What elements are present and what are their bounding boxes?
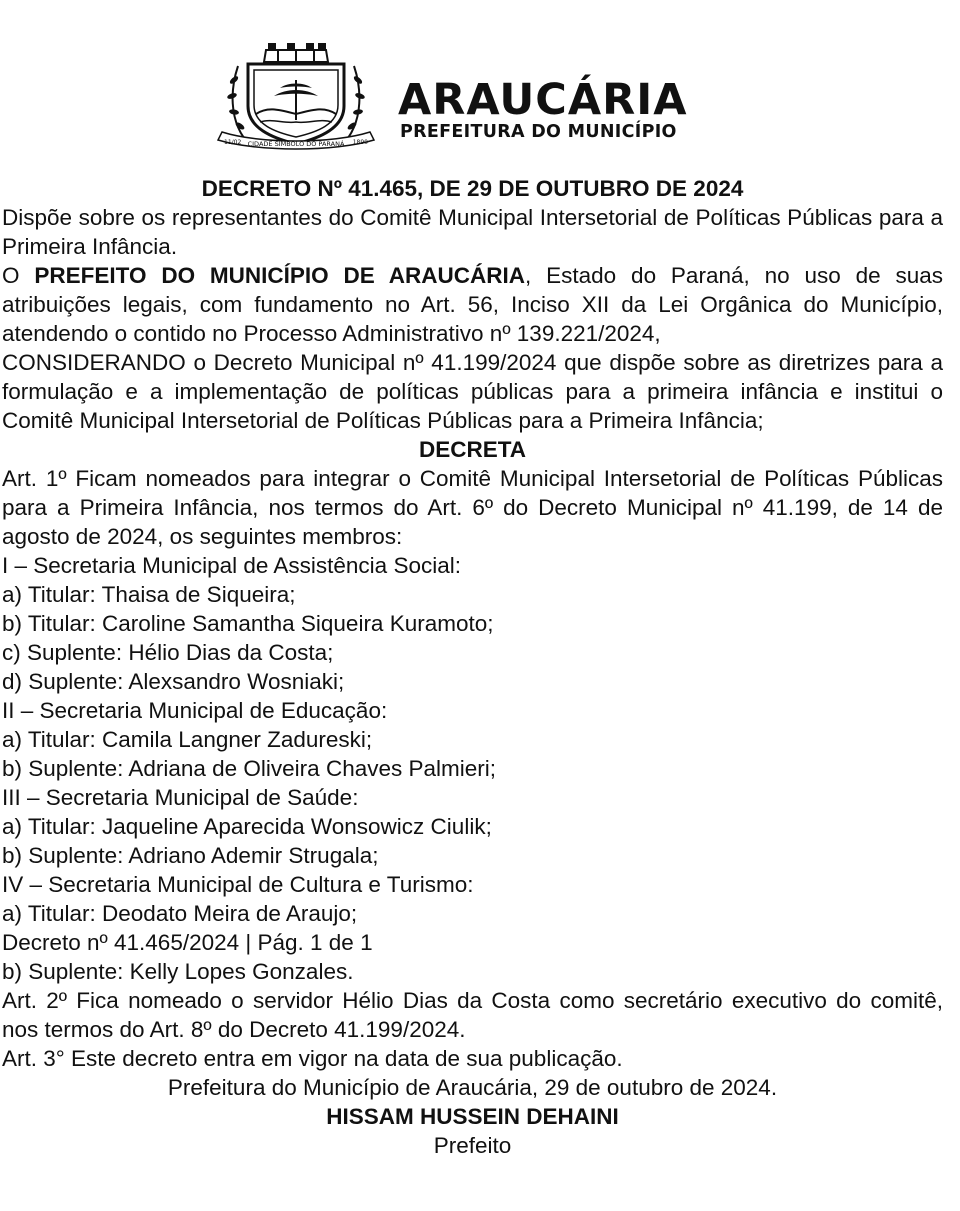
brand-subtitle: PREFEITURA DO MUNICÍPIO <box>400 122 677 142</box>
decree-preamble <box>2 261 943 348</box>
list-line: a) Titular: Thaisa de Siqueira; <box>2 582 296 607</box>
decree-title: DECRETO Nº 41.465, DE 29 DE OUTUBRO DE 2024 <box>201 176 744 201</box>
closing-place-date: Prefeitura do Município de Araucária, 29 de outubro de 2024. <box>167 1075 778 1100</box>
list-line: b) Suplente: Kelly Lopes Gonzales. <box>2 959 354 984</box>
signer-name: HISSAM HUSSEIN DEHAINI <box>326 1104 619 1129</box>
signer-role: Prefeito <box>433 1133 512 1158</box>
brand-name: ARAUCÁRIA <box>398 75 688 125</box>
seal-year-left: 11/02 <box>224 139 242 146</box>
preamble-authority: PREFEITO DO MUNICÍPIO DE ARAUCÁRIA <box>34 263 526 288</box>
list-line: a) Titular: Deodato Meira de Araujo; <box>2 901 358 926</box>
preamble-rest: , Estado do Paraná, no uso de suas atribuições legais, com fundamento no Art. 56, Inciso XII da Lei Orgânica do Município, atendendo o contido no Processo Administrativo nº 139.221/2024, <box>2 263 943 346</box>
page-footer-reference: Decreto nº 41.465/2024 | Pág. 1 de 1 <box>2 930 373 955</box>
list-line: II – Secretaria Municipal de Educação: <box>2 698 388 723</box>
list-line: b) Suplente: Adriana de Oliveira Chaves Palmieri; <box>2 756 497 781</box>
seal-year-right: 1890 <box>352 139 368 146</box>
decree-considerando: CONSIDERANDO o Decreto Municipal nº 41.199/2024 que dispõe sobre as diretrizes para a formulação e a implementação de políticas públicas para a primeira infância e institui o Comitê Municipal Intersetorial de Políticas Públicas para a Primeira Infância; <box>2 350 943 433</box>
decree-body <box>2 174 943 1160</box>
list-line: a) Titular: Camila Langner Zadureski; <box>2 727 373 752</box>
article-3: Art. 3° Este decreto entra em vigor na data de sua publicação. <box>2 1046 623 1071</box>
article-1: Art. 1º Ficam nomeados para integrar o Comitê Municipal Intersetorial de Políticas Públicas para a Primeira Infância, nos termos do Art. 6º do Decreto Municipal nº 41.199, de 14 de agosto de 2024, os seguintes membros: <box>2 466 943 549</box>
list-line: b) Titular: Caroline Samantha Siqueira Kuramoto; <box>2 611 494 636</box>
decree-ementa: Dispõe sobre os representantes do Comitê Municipal Intersetorial de Políticas Públicas para a Primeira Infância. <box>2 205 943 259</box>
list-line: d) Suplente: Alexsandro Wosniaki; <box>2 669 345 694</box>
municipal-coat-of-arms-icon <box>208 40 384 156</box>
article-2: Art. 2º Fica nomeado o servidor Hélio Dias da Costa como secretário executivo do comitê, nos termos do Art. 8º do Decreto 41.199/2024. <box>2 988 943 1042</box>
brand-block <box>398 75 688 142</box>
list-line: a) Titular: Jaqueline Aparecida Wonsowicz Ciulik; <box>2 814 492 839</box>
list-line: c) Suplente: Hélio Dias da Costa; <box>2 640 334 665</box>
seal-motto: CIDADE SÍMBOLO DO PARANÁ <box>247 140 345 148</box>
list-line: I – Secretaria Municipal de Assistência Social: <box>2 553 461 578</box>
list-line: III – Secretaria Municipal de Saúde: <box>2 785 359 810</box>
letterhead <box>0 40 960 160</box>
preamble-lead: O <box>2 263 35 288</box>
list-line: b) Suplente: Adriano Ademir Strugala; <box>2 843 379 868</box>
list-line: IV – Secretaria Municipal de Cultura e Turismo: <box>2 872 474 897</box>
decree-decreta: DECRETA <box>418 437 527 462</box>
